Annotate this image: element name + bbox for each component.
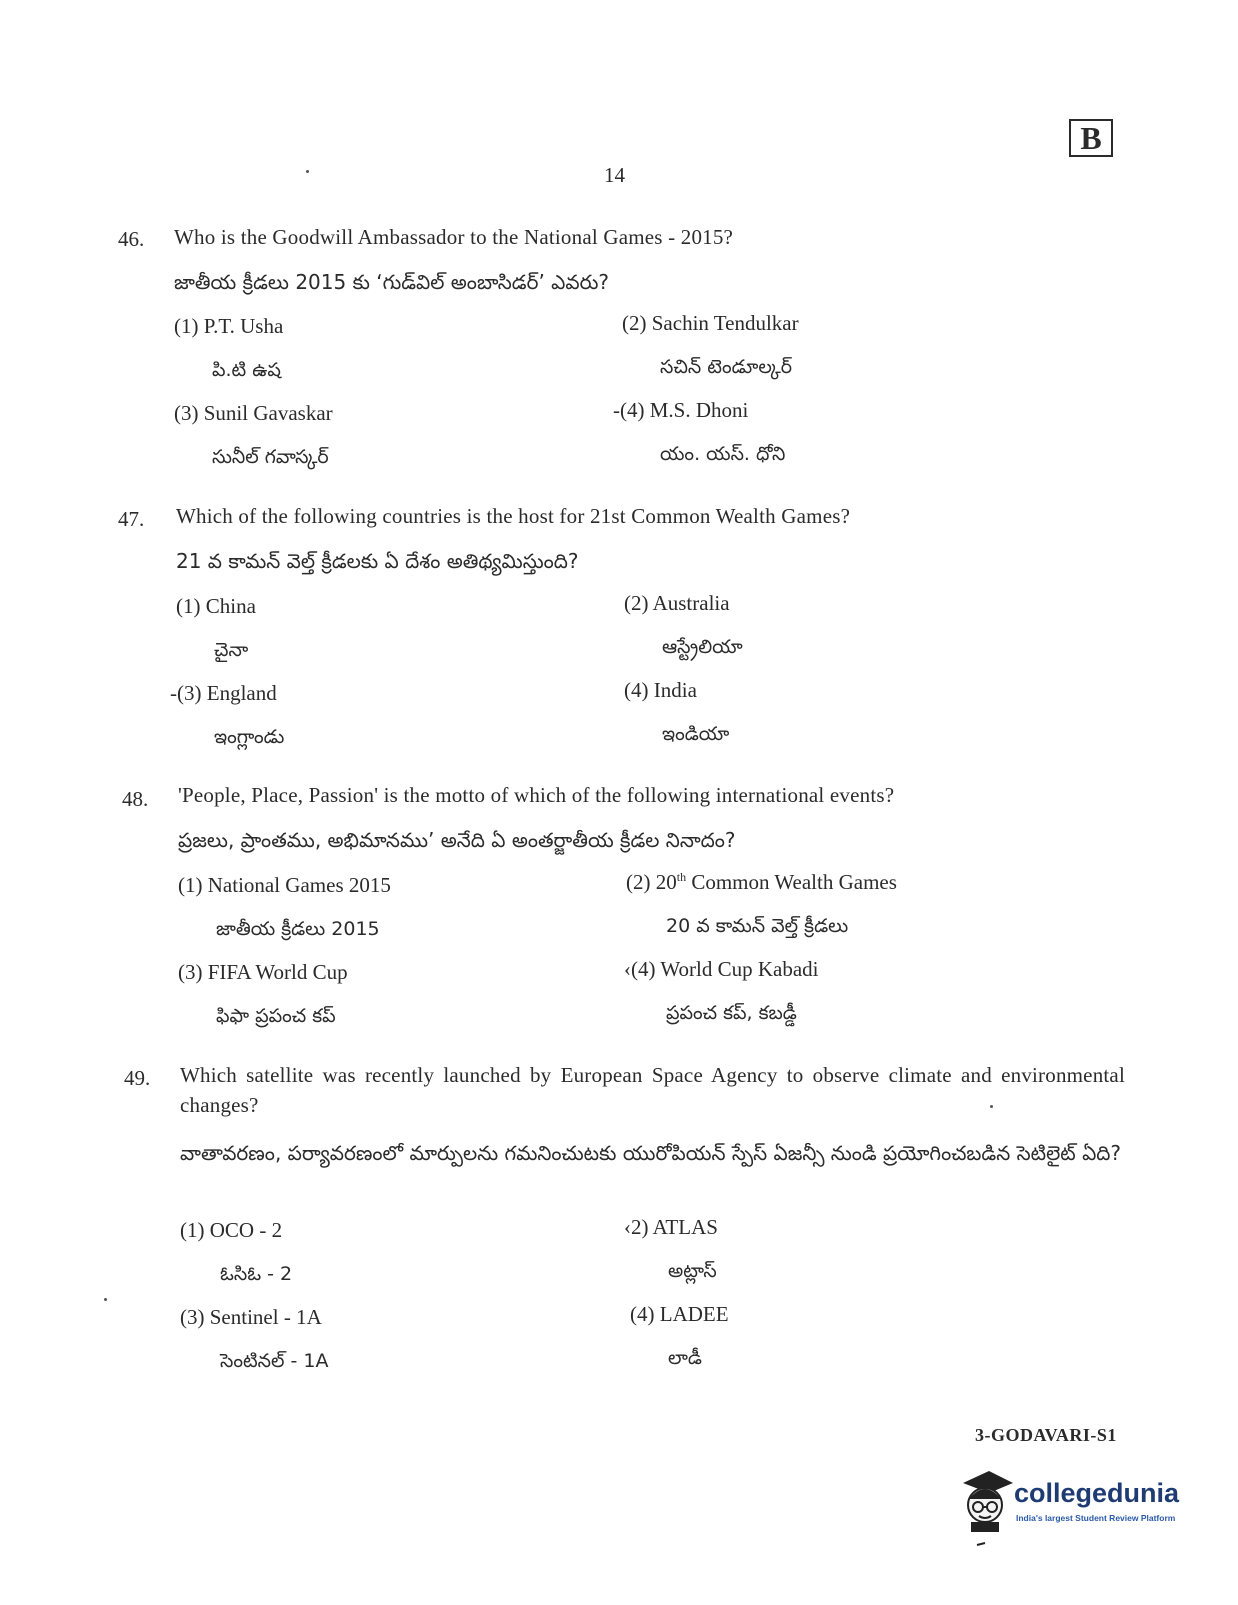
option-1: (1) National Games 2015	[178, 873, 391, 897]
option-1-te: ఓసిఓ - 2	[220, 1263, 293, 1285]
question-text-te: జాతీయ క్రీడలు 2015 కు ‘గుడ్‌విల్ అంబాసిడర్’ ఎవరు?	[174, 270, 610, 294]
question-number: 49.	[124, 1066, 151, 1090]
answer-tick-mark: -	[170, 681, 177, 705]
option-2: (2) Australia	[624, 591, 730, 615]
question-text-te: వాతావరణం, పర్యావరణంలో మార్పులను గమనించుటకు యురోపియన్ స్పేస్ ఏజన్సీ నుండి ప్రయోగించబడిన సెటిలైట్ ఏది?	[180, 1141, 1122, 1165]
option-4: -(4) M.S. Dhoni	[613, 398, 749, 422]
option-3-te: ఫిఫా ప్రపంచ కప్	[216, 1005, 336, 1027]
question-text-en: Which of the following countries is the host for 21st Common Wealth Games?	[176, 504, 851, 528]
answer-tick-mark: ‹	[624, 1215, 631, 1239]
logo-wordmark: collegedunia	[1014, 1478, 1180, 1508]
question-text-en: Which satellite was recently launched by European Space Agency to observe climate and environmental changes?	[180, 1063, 1125, 1117]
option-3: (3) FIFA World Cup	[178, 960, 348, 984]
option-4: ‹(4) World Cup Kabadi	[624, 957, 819, 981]
question-text-en: 'People, Place, Passion' is the motto of which of the following international events?	[178, 783, 895, 807]
option-3-te: సునీల్ గవాస్కర్	[212, 446, 329, 468]
option-4-te: యం. యస్. ధోని	[660, 443, 786, 465]
option-3-te: ఇంగ్లాండు	[214, 726, 285, 748]
option-1-te: పి.టి ఉష	[212, 359, 281, 381]
option-4-te: ఇండియా	[662, 723, 730, 745]
page-number: 14	[604, 163, 625, 187]
option-3: (3) Sunil Gavaskar	[174, 401, 333, 425]
option-4: (4) India	[624, 678, 697, 702]
answer-tick-mark: ‹	[624, 957, 631, 981]
question-number: 46.	[118, 227, 145, 251]
option-4-te: ప్రపంచ కప్, కబడ్డీ	[666, 1002, 797, 1024]
option-2: (2) 20th Common Wealth Games	[626, 870, 897, 894]
option-3: (3) Sentinel - 1A	[180, 1305, 322, 1329]
option-3-te: సెంటినల్ - 1A	[220, 1350, 329, 1372]
question-number: 47.	[118, 507, 145, 531]
question-text-te: 21 వ కామన్ వెల్త్ క్రీడలకు ఏ దేశం అతిథ్యమిస్తుంది?	[176, 549, 579, 573]
option-1-te: జాతీయ క్రీడలు 2015	[216, 918, 380, 940]
option-2: (2) Sachin Tendulkar	[622, 311, 799, 335]
question-text-te: ప్రజలు, ప్రాంతము, అభిమానము’ అనేది ఏ అంతర్జాతీయ క్రీడల నినాదం?	[178, 828, 736, 852]
question-text-en: Who is the Goodwill Ambassador to the National Games - 2015?	[174, 225, 734, 249]
option-2-te: సచిన్ టెండూల్కర్	[660, 356, 793, 378]
stray-dot	[104, 1298, 107, 1301]
series-box: B	[1069, 119, 1113, 157]
logo-tagline: India's largest Student Review Platform	[1016, 1513, 1176, 1523]
option-1: (1) China	[176, 594, 256, 618]
option-4: (4) LADEE	[630, 1302, 729, 1326]
stray-dot	[306, 170, 309, 173]
question-number: 48.	[122, 787, 149, 811]
option-4-te: లాడీ	[668, 1347, 702, 1369]
option-1-te: చైనా	[214, 639, 249, 661]
paper-code: 3-GODAVARI-S1	[975, 1425, 1117, 1445]
answer-tick-mark: -	[613, 398, 620, 422]
mascot-icon	[955, 1465, 1015, 1560]
option-2-te: ఆస్ట్రేలియా	[662, 636, 743, 658]
option-2: ‹2) ATLAS	[624, 1215, 718, 1239]
option-3: -(3) England	[170, 681, 277, 705]
option-2-te: అట్లాస్	[668, 1260, 717, 1282]
option-2-te: 20 వ కామన్ వెల్త్ క్రీడలు	[666, 915, 849, 937]
option-1: (1) OCO - 2	[180, 1218, 283, 1242]
option-1: (1) P.T. Usha	[174, 314, 284, 338]
